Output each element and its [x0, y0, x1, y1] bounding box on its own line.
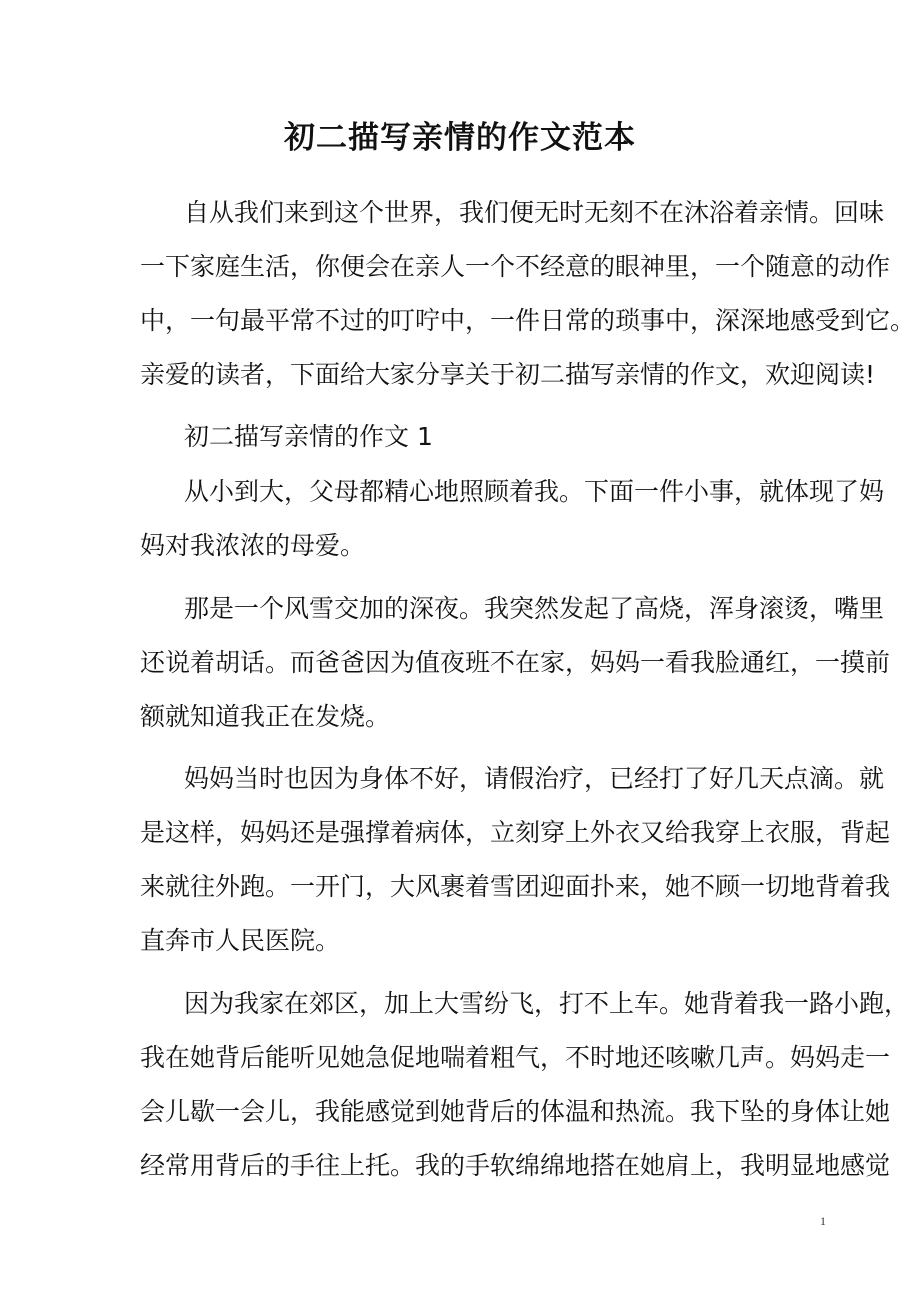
paragraph-line: 从小到大，父母都精心地照顾着我。下面一件小事，就体现了妈 — [184, 477, 885, 506]
paragraph-line: 中，一句最平常不过的叮咛中，一件日常的琐事中，深深地感受到它。 — [140, 306, 916, 335]
paragraph-line: 来就往外跑。一开门，大风裹着雪团迎面扑来，她不顾一切地背着我 — [140, 872, 891, 901]
paragraph-line: 是这样，妈妈还是强撑着病体，立刻穿上外衣又给我穿上衣服，背起 — [140, 818, 891, 847]
paragraph-line: 经常用背后的手往上托。我的手软绵绵地搭在她肩上，我明显地感觉 — [140, 1151, 891, 1180]
paragraph-line: 额就知道我正在发烧。 — [140, 702, 391, 731]
paragraph-line: 还说着胡话。而爸爸因为值夜班不在家，妈妈一看我脸通红，一摸前 — [140, 648, 891, 677]
paragraph-line: 我在她背后能听见她急促地喘着粗气，不时地还咳嗽几声。妈妈走一 — [140, 1043, 891, 1072]
paragraph-line: 妈对我浓浓的母爱。 — [140, 531, 366, 560]
document-title: 初二描写亲情的作文范本 — [284, 120, 636, 156]
page-number: 1 — [820, 1214, 826, 1228]
paragraph-line: 会儿歇一会儿，我能感觉到她背后的体温和热流。我下坠的身体让她 — [140, 1097, 891, 1126]
paragraph-line: 直奔市人民医院。 — [140, 926, 341, 955]
paragraph-line: 一下家庭生活，你便会在亲人一个不经意的眼神里，一个随意的动作 — [140, 252, 891, 281]
paragraph-line: 因为我家在郊区，加上大雪纷飞，打不上车。她背着我一路小跑， — [184, 989, 910, 1018]
paragraph-line: 妈妈当时也因为身体不好，请假治疗，已经打了好几天点滴。就 — [184, 764, 885, 793]
paragraph-line: 那是一个风雪交加的深夜。我突然发起了高烧，浑身滚烫，嘴里 — [184, 594, 885, 623]
section-heading: 初二描写亲情的作文 1 — [184, 422, 433, 451]
paragraph-line: 自从我们来到这个世界，我们便无时无刻不在沐浴着亲情。回味 — [184, 198, 885, 227]
paragraph-line: 亲爱的读者，下面给大家分享关于初二描写亲情的作文，欢迎阅读! — [140, 360, 876, 389]
